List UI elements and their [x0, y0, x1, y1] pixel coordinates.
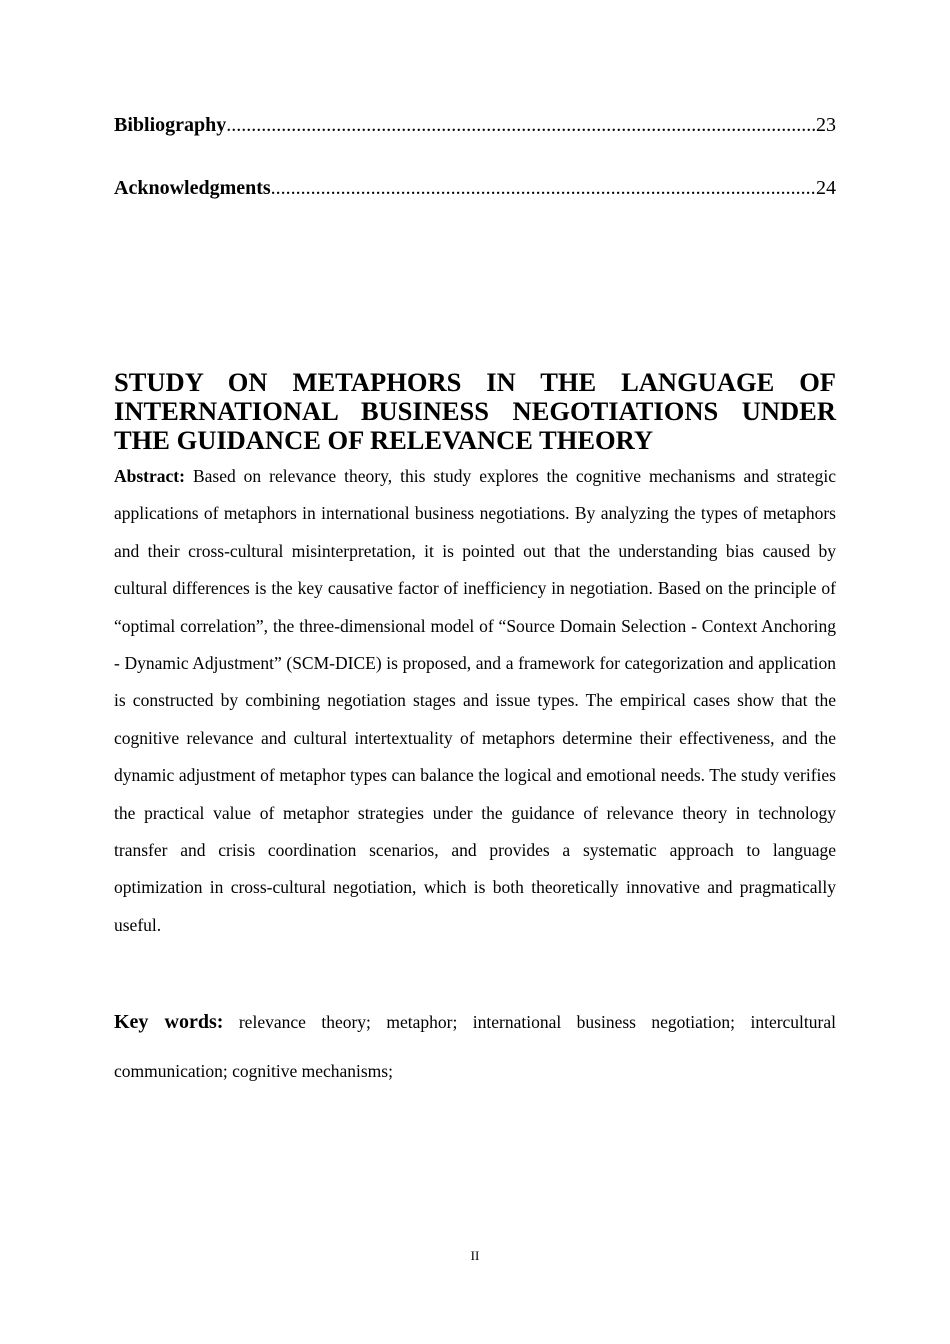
toc-entry-title: Acknowledgments [114, 177, 271, 199]
toc-entry-title: Bibliography [114, 114, 227, 136]
abstract-text: Based on relevance theory, this study explores the cognitive mechanisms and strategic applications of metaphors in international business negotiations. By analyzing the types of metaphors and their cross-cultural misinterpretation, it is pointed out that the understanding bias caused by cultural differences is the key causative factor of inefficiency in negotiation. Based on the principle of “optimal correlation”, the three-dimensional model of “Source Domain Selection - Context Anchoring - Dynamic Adjustment” (SCM-DICE) is proposed, and a framework for categorization and application is constructed by combining negotiation stages and issue types. The empirical cases show that the cognitive relevance and cultural intertextuality of metaphors determine their effectiveness, and the dynamic adjustment of metaphor types can balance the logical and emotional needs. The study verifies the practical value of metaphor strategies under the guidance of relevance theory in technology transfer and crisis coordination scenarios, and provides a systematic approach to language optimization in cross-cultural negotiation, which is both theoretically innovative and pragmatically useful. [114, 466, 836, 935]
keywords-text: relevance theory; metaphor; international business negotiation; intercultural communication; cognitive mechanisms; [114, 1012, 836, 1081]
toc-entry-bibliography [114, 113, 836, 137]
toc-entry-acknowledgments [114, 176, 836, 200]
keywords-label: Key words: [114, 1011, 224, 1033]
toc-dot-leader [226, 113, 816, 137]
toc-entry-page-number: 23 [816, 114, 836, 136]
toc-dot-leader [271, 176, 816, 200]
page-number: II [470, 1248, 480, 1263]
paper-title: STUDY ON METAPHORS IN THE LANGUAGE OF INTERNATIONAL BUSINESS NEGOTIATIONS UNDER THE GUIDANCE OF RELEVANCE THEORY [114, 367, 836, 455]
toc-entry-page-number: 24 [816, 177, 836, 199]
abstract [114, 458, 836, 944]
keywords [114, 998, 836, 1096]
abstract-label: Abstract: [114, 466, 185, 486]
